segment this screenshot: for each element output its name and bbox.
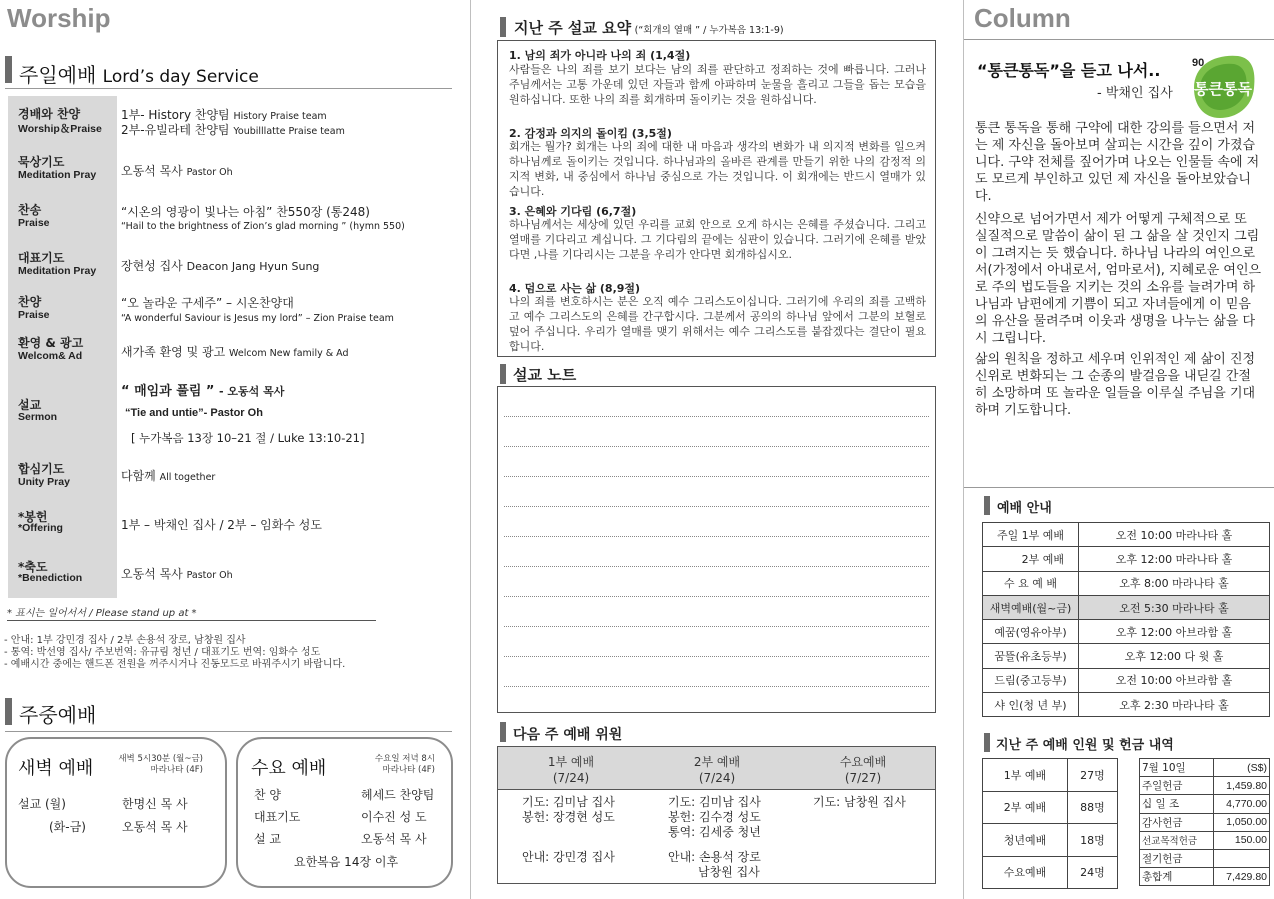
committee-header (498, 747, 935, 790)
note-line (504, 416, 929, 417)
service-label-en: Praise (18, 217, 50, 229)
note-line (504, 536, 929, 537)
note-line (504, 446, 929, 447)
committee-entry: 봉헌: 김수경 성도 (668, 810, 761, 824)
attendance-row: 2부 예배 88명 (983, 791, 1118, 824)
service-value: 오동석 목사 Pastor Oh (121, 164, 233, 178)
attendance-row: 수요예배 24명 (983, 856, 1118, 889)
attendance-row: 청년예배 18명 (983, 824, 1118, 857)
service-label: *봉헌 (18, 510, 48, 524)
wed-prayer-person: 이수진 성 도 (361, 810, 427, 824)
note-rule (7, 620, 376, 621)
committee-entry: 안내: 강민경 집사 (522, 850, 615, 864)
summary-point-text: 사람들은 나의 죄를 보기 보다는 남의 죄를 판단하고 정죄하는 것에 빠릅니다. 그러나 주님께서는 고통 가운데 있던 자들과 함께 아파하며 눈물을 흘리고 그들을 돕는 모습을 원하십니다. 또한 나의 죄를 회개하며 돌이키는 것을 원하십니다. (509, 63, 926, 106)
offering-table (1139, 758, 1270, 886)
committee-entry: 기도: 김미남 집사 (522, 795, 615, 809)
service-info-row: 2부 예배 오후 12:00 마라나타 홀 (983, 547, 1270, 571)
service-value-2: “A wonderful Saviour is Jesus my lord” – Zion Praise team (121, 313, 394, 324)
service-label-en: Sermon (18, 411, 58, 423)
section-rule (5, 88, 452, 89)
dawn-service-box (5, 737, 227, 888)
service-label: 환영 & 광고 (18, 336, 84, 350)
column-author: - 박채인 집사 (1097, 86, 1173, 101)
wednesday-service-time: 수요일 저녁 8시 마라나타 (4F) (374, 754, 435, 775)
column-paragraph-1: 통큰 통독을 통해 구약에 대한 강의를 들으면서 저는 제 자신을 돌아보며 살피는 시간을 깊이 가졌습니다. 구약 전체를 짚어가며 나오는 인물들 속에 저도 모르게 부인하고 있던 제 자신을 돌아보았습니다. (975, 121, 1260, 204)
offering-header-row: 7월 10일 (S$) (1140, 759, 1270, 777)
committee-col-1: 1부 예배 (7/24) (547, 755, 595, 785)
column-title: “통큰통독”을 듣고 나서.. (977, 61, 1161, 80)
service-label: 대표기도 (18, 251, 65, 265)
service-label: 묵상기도 (18, 155, 65, 169)
column-divider-2 (963, 0, 964, 899)
wed-praise-team: 헤세드 찬양팀 (361, 788, 435, 802)
attendance-offering-title: 지난 주 예배 인원 및 헌금 내역 (996, 738, 1174, 753)
service-info-row: 수 요 예 배 오후 8:00 마라나타 홀 (983, 571, 1270, 595)
service-label-en: Worship＆Praise (18, 123, 102, 135)
dawn-service-title: 새벽 예배 (18, 758, 94, 779)
service-info-row: 꿈뜰(유초등부) 오후 12:00 다 윗 홀 (983, 644, 1270, 668)
service-value: 새가족 환영 및 광고 Welcom New family & Ad (121, 345, 349, 359)
summary-point-text: 하나님께서는 세상에 있던 우리를 교회 안으로 오게 하시는 은혜를 주셨습니다. 그리고 열매를 기다리고 계십니다. 그 기다림의 끝에는 심판이 있습니다. 그러기에 은혜를 받았다면 ,나를 기다리시는 그분을 우리가 안다면 회개하십시오. (509, 218, 926, 261)
sermon-scripture: [ 누가복음 13장 10–21 절 / Luke 13:10-21] (131, 431, 365, 445)
section-bar (5, 698, 12, 725)
next-week-committee-title: 다음 주 예배 위원 (513, 727, 623, 743)
wednesday-service-box (236, 737, 453, 888)
next-week-committee-box (497, 746, 936, 884)
service-value: “오 놀라운 구세주” – 시온찬양대 (121, 296, 294, 310)
service-label-en: Praise (18, 309, 50, 321)
wed-preacher: 오동석 목 사 (361, 832, 427, 846)
summary-point-heading: 2. 감정과 의지의 돌이킴 (3,5절) (509, 127, 672, 140)
sermon-title-en: “Tie and untie”- Pastor Oh (125, 407, 263, 419)
offering-row: 십 일 조 4,770.00 (1140, 795, 1270, 813)
column-rule (964, 39, 1274, 40)
service-info-row: 새벽예배(월~금) 오전 5:30 마라나타 홀 (983, 595, 1270, 619)
worship-heading: Worship (7, 3, 111, 33)
service-label-en: Meditation Pray (18, 169, 97, 181)
attendance-row: 1부 예배 27명 (983, 759, 1118, 792)
summary-point-heading: 1. 남의 죄가 아니라 나의 죄 (1,4절) (509, 49, 691, 62)
column-paragraph-3: 삶의 원칙을 정하고 세우며 인위적인 제 삶이 진정 신위로 변화되는 그 순종의 발걸음을 내딛길 간절히 소망하며 또 놀라운 일들을 이루실 주님을 기대하며 기도합니다. (975, 352, 1256, 418)
service-label: 찬양 (18, 295, 42, 309)
section-bar (500, 722, 506, 742)
service-info-title: 예배 안내 (997, 501, 1052, 516)
service-info-row: 예꿈(영유아부) 오후 12:00 아브라함 홀 (983, 620, 1270, 644)
summary-point-text: 회개는 뭘가? 회개는 나의 죄에 대한 내 마음과 생각의 변화가 내 의지적 변화를 일으켜 하나님께로 돌이키는 것입니다. 하나님과의 올바른 관계를 만들기 위한 나의 감정적 의지적 변화, 내 중심에서 하나님 중심으로 가는 것입니다. 이 회개에는 반드시 열매가 있습니다. (509, 140, 926, 198)
wednesday-service-title: 수요 예배 (251, 758, 327, 779)
lords-day-service-title: 주일예배 Lord’s day Service (19, 63, 259, 87)
column-paragraph-2: 신약으로 넘어가면서 제가 어떻게 구체적으로 또 실질적으로 말씀이 삶이 된 그 삶을 살 것인지 그림이 그려지는 듯 했습니다. 하나님 나라의 여인으로서(가정에서 아내로서, 엄마로서), 지혜로운 여인으로 주의 법도들을 지키는 것의 소유를 늘려가며 하나님과 남편에게 기쁨이 되고 자녀들에게 이 믿음의 유산을 물려주며 이웃과 생명을 나누는 삶을 다시 그립니다. (975, 212, 1262, 346)
service-value-2: “Hail to the brightness of Zion’s glad morning ” (hymn 550) (121, 221, 405, 232)
service-value: 1부- History 찬양팀 History Praise team (121, 108, 327, 122)
section-bar (500, 17, 506, 37)
service-label-en: *Benediction (18, 572, 83, 584)
section-rule (5, 731, 452, 732)
column-divider-1 (470, 0, 471, 899)
dawn-sermon-label: 설교 (월) (18, 797, 66, 811)
service-label: 찬송 (18, 203, 42, 217)
committee-entry: 안내: 손용석 장로 (668, 850, 761, 864)
service-value: 오동석 목사 Pastor Oh (121, 567, 233, 581)
note-line (504, 686, 929, 687)
service-label: 합심기도 (18, 462, 65, 476)
dawn-preacher-tue-fri: 오동석 목 사 (122, 820, 188, 834)
committee-col-2: 2부 예배 (7/24) (693, 755, 741, 785)
service-label: 설교 (18, 398, 42, 412)
committee-entry: 봉헌: 장경현 성도 (522, 810, 615, 824)
section-bar (500, 364, 506, 384)
committee-entry: 남창원 집사 (698, 865, 760, 879)
service-value: 1부 – 박채인 집사 / 2부 – 임화수 성도 (121, 518, 322, 532)
offering-row: 절기헌금 (1140, 849, 1270, 867)
dawn-preacher-mon: 한명신 목 사 (122, 797, 188, 811)
summary-point-text: 나의 죄를 변호하시는 분은 오직 예수 그리스도이십니다. 그러기에 우리의 죄를 고백하고 예수 그리스도의 은혜를 간구합시다. 그분께서 공의의 하나님 앞에서 그분의 보혈로 덮어 주십니다. 우리가 열매를 맺기 위해서는 예수 그리스도를 붙잡겠다는 결단이 필요합니다. (509, 295, 926, 353)
summary-point-heading: 3. 은혜와 기다림 (6,7절) (509, 205, 637, 218)
stand-note: * 표시는 일어서서 / Please stand up at * (7, 608, 197, 619)
service-label: *축도 (18, 560, 48, 574)
service-info-row: 주일 1부 예배 오전 10:00 마라나타 홀 (983, 523, 1270, 547)
note-translation: - 통역: 박선영 집사/ 주보번역: 유규림 청년 / 대표기도 번역: 임화수 성도 (4, 647, 321, 658)
service-info-row: 드림(중고등부) 오전 10:00 아브라함 홀 (983, 668, 1270, 692)
offering-row: 선교목적헌금 150.00 (1140, 831, 1270, 849)
wed-praise-label: 찬 양 (254, 788, 281, 802)
dawn-service-time: 새벽 5시30분 (월~금) 마라나타 (4F) (118, 754, 203, 775)
committee-entry: 기도: 김미남 집사 (668, 795, 761, 809)
sermon-title: “ 매임과 풀림 ” - 오동석 목사 (121, 384, 285, 399)
section-bar (984, 496, 990, 515)
committee-entry: 기도: 남창원 집사 (813, 795, 906, 809)
sermon-notes-title: 설교 노트 (513, 366, 577, 384)
service-label: 경배와 찬양 (18, 107, 81, 121)
column-rule (964, 487, 1274, 488)
sermon-summary-box (497, 40, 936, 357)
sermon-notes-box[interactable] (497, 386, 936, 713)
offering-row: 감사헌금 1,050.00 (1140, 813, 1270, 831)
section-bar (984, 733, 990, 752)
sermon-summary-title: 지난 주 설교 요약 (“회개의 열매 ” / 누가복음 13:1-9) (514, 19, 784, 37)
note-line (504, 626, 929, 627)
service-label-en: Unity Pray (18, 476, 70, 488)
dawn-sermon-days: (화-금) (49, 820, 86, 834)
service-value: “시온의 영광이 빛나는 아침” 찬550장 (통248) (121, 205, 370, 219)
section-bar (5, 56, 12, 83)
service-label-en: Meditation Pray (18, 265, 97, 277)
attendance-table (982, 758, 1118, 889)
wed-sermon-label: 설 교 (254, 832, 281, 846)
service-value: 다함께 All together (121, 469, 216, 483)
service-label-en: Welcom& Ad (18, 350, 83, 362)
note-line (504, 596, 929, 597)
note-phone: - 예배시간 중에는 핸드폰 전원을 꺼주시거나 진동모드로 바꿔주시기 바랍니다. (4, 659, 346, 670)
column-heading: Column (974, 3, 1071, 33)
wed-scripture: 요한복음 14장 이후 (294, 855, 399, 869)
note-line (504, 566, 929, 567)
note-line (504, 476, 929, 477)
tongkeun-tongdok-logo (1186, 48, 1260, 122)
weekday-service-title: 주중예배 (19, 703, 97, 727)
wed-prayer-label: 대표기도 (254, 810, 301, 824)
committee-col-3: 수요예배 (7/27) (839, 755, 887, 785)
service-info-table (982, 522, 1270, 717)
offering-row: 총합계 7,429.80 (1140, 868, 1270, 886)
service-value-2: 2부-유빌라테 찬양팀 Youbilllatte Praise team (121, 123, 345, 137)
note-line (504, 506, 929, 507)
svg-text:통큰통독: 통큰통독 (1194, 80, 1252, 98)
service-value: 장현성 집사 Deacon Jang Hyun Sung (121, 259, 320, 273)
service-label-en: *Offering (18, 522, 63, 534)
svg-text:90: 90 (1192, 57, 1205, 69)
offering-row: 주일헌금 1,459.80 (1140, 777, 1270, 795)
note-usher: - 안내: 1부 강민경 집사 / 2부 손용석 장로, 남창원 집사 (4, 635, 246, 646)
service-info-row: 샤 인(청 년 부) 오후 2:30 마라나타 홀 (983, 693, 1270, 717)
summary-point-heading: 4. 덤으로 사는 삶 (8,9절) (509, 282, 641, 295)
committee-entry: 통역: 김세중 청년 (668, 825, 761, 839)
note-line (504, 656, 929, 657)
